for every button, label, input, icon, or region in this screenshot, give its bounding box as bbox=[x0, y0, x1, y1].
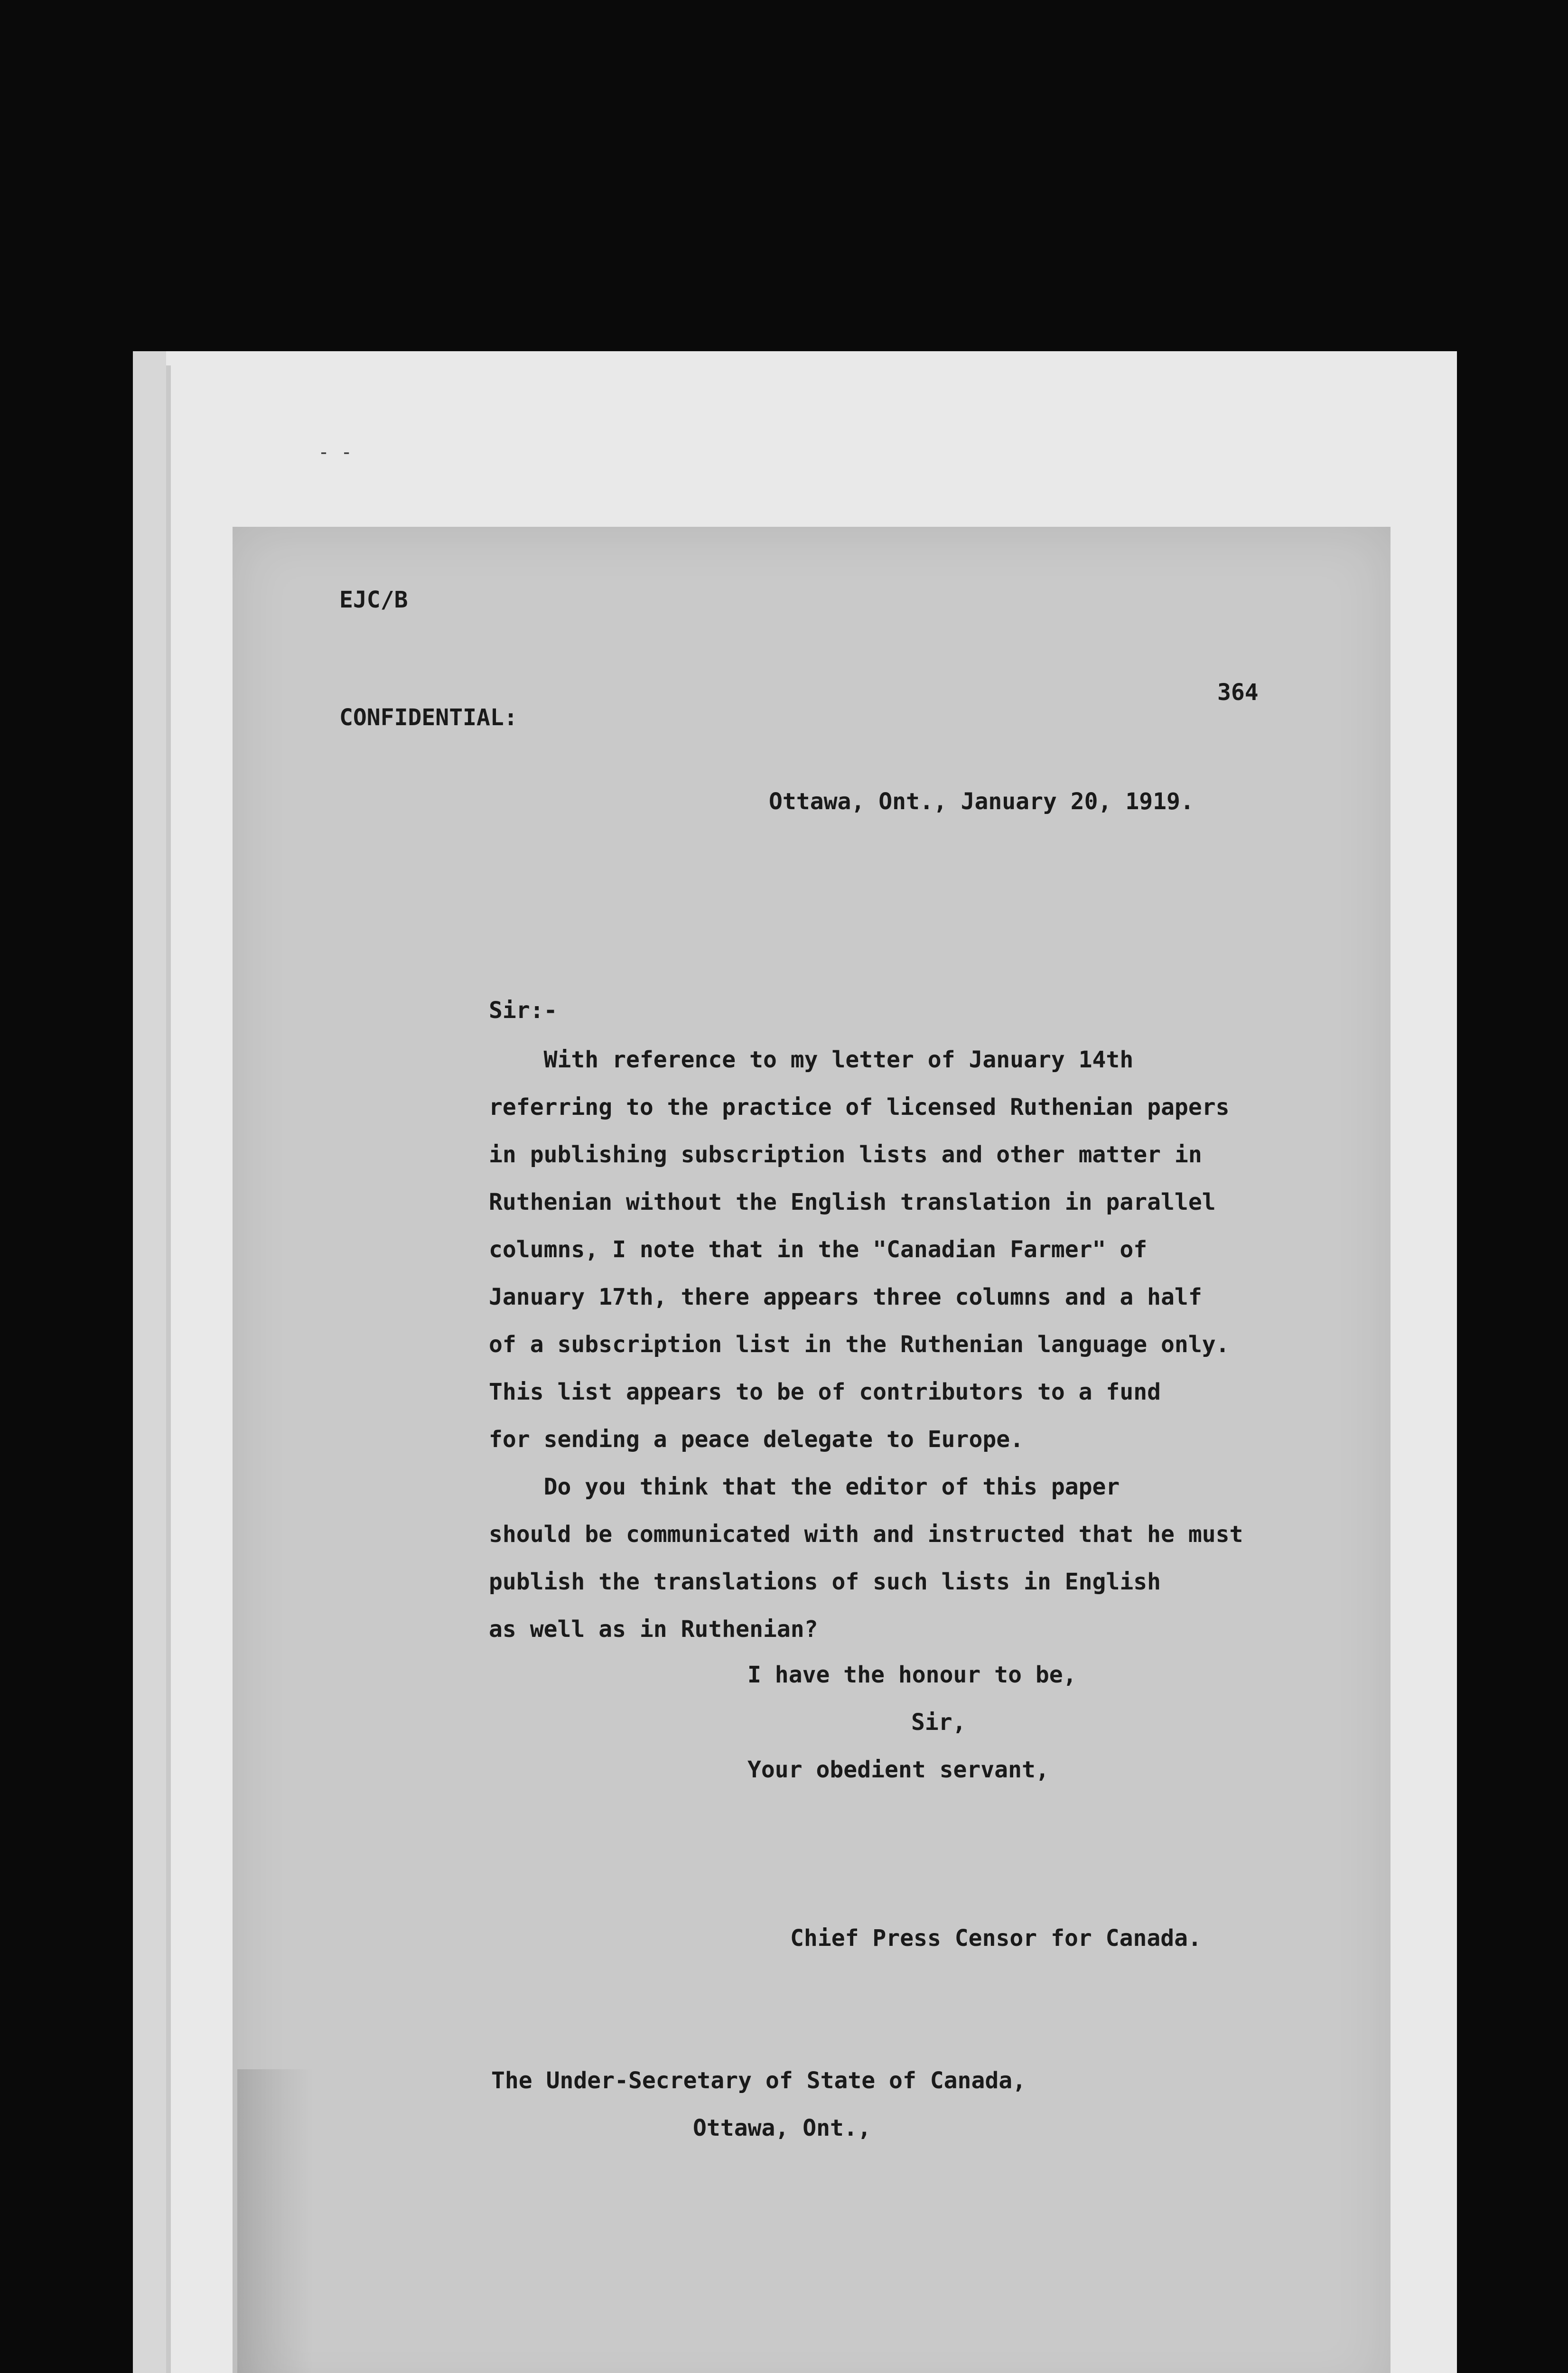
body-line: of a subscription list in the Ruthenian language only. bbox=[489, 1331, 1230, 1358]
body-line: referring to the practice of licensed Ruthenian papers bbox=[489, 1094, 1230, 1121]
closing-servant: Your obedient servant, bbox=[747, 1756, 1049, 1783]
mount-mark: - - bbox=[318, 441, 353, 463]
dateline: Ottawa, Ont., January 20, 1919. bbox=[769, 788, 1194, 815]
letter-page bbox=[233, 527, 1391, 2373]
scan-smudge bbox=[237, 2069, 313, 2373]
addressee-line: The Under-Secretary of State of Canada, bbox=[491, 2067, 1027, 2094]
body-line: as well as in Ruthenian? bbox=[489, 1616, 818, 1643]
body-line: Do you think that the editor of this paper bbox=[489, 1474, 1120, 1500]
closing-sir: Sir, bbox=[911, 1709, 966, 1736]
body-line: should be communicated with and instructed that he must bbox=[489, 1521, 1243, 1548]
signature-title: Chief Press Censor for Canada. bbox=[790, 1925, 1202, 1952]
confidential-heading: CONFIDENTIAL: bbox=[339, 704, 518, 731]
body-line: January 17th, there appears three columns and a half bbox=[489, 1284, 1202, 1310]
salutation: Sir:- bbox=[489, 997, 558, 1024]
closing-line: I have the honour to be, bbox=[747, 1662, 1077, 1688]
mount-edge bbox=[166, 365, 171, 2373]
body-line: for sending a peace delegate to Europe. bbox=[489, 1426, 1024, 1453]
body-line: in publishing subscription lists and other matter in bbox=[489, 1141, 1202, 1168]
addressee-city: Ottawa, Ont., bbox=[693, 2115, 871, 2141]
body-line: publish the translations of such lists in English bbox=[489, 1569, 1161, 1595]
body-line: Ruthenian without the English translation in parallel bbox=[489, 1189, 1216, 1215]
reference-code: EJC/B bbox=[339, 587, 408, 613]
body-line: columns, I note that in the "Canadian Farmer" of bbox=[489, 1236, 1148, 1263]
body-line: With reference to my letter of January 14th bbox=[489, 1046, 1134, 1073]
body-line: This list appears to be of contributors to a fund bbox=[489, 1379, 1161, 1405]
page-number: 364 bbox=[1217, 679, 1259, 706]
